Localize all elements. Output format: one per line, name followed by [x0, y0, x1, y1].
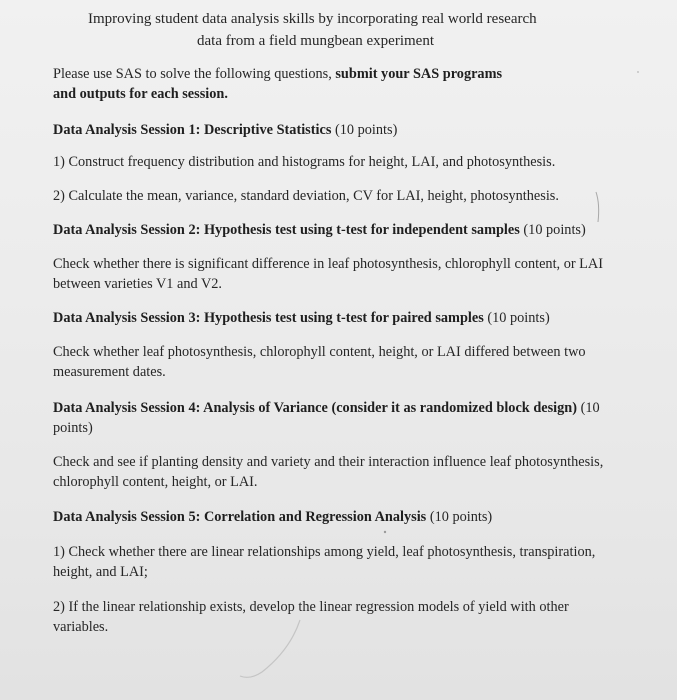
- intro-bold-text-cont: and outputs for each session.: [53, 86, 228, 102]
- session-1-item-2: 2) Calculate the mean, variance, standard deviation, CV for LAI, height, photosynthesis.: [53, 188, 559, 204]
- session-2-text-line-1: Check whether there is significant difference in leaf photosynthesis, chlorophyll content, or LAI: [53, 256, 604, 272]
- session-heading-text: Data Analysis Session 1: Descriptive Statistics: [53, 122, 332, 138]
- session-points: (10: [580, 400, 600, 416]
- intro-bold-text: submit your SAS programs: [335, 66, 503, 82]
- session-5-item-1-line-1: 1) Check whether there are linear relationships among yield, leaf photosynthesis, transpiration,: [53, 544, 596, 560]
- session-heading-text: Data Analysis Session 2: Hypothesis test using t-test for independent samples: [53, 222, 520, 238]
- session-4-text-line-2: chlorophyll content, height, or LAI.: [53, 474, 258, 490]
- session-heading-text: Data Analysis Session 3: Hypothesis test using t-test for paired samples: [53, 310, 484, 326]
- session-heading-text: Data Analysis Session 4: Analysis of Variance (consider it as randomized block design): [53, 400, 578, 416]
- session-4-text-line-1: Check and see if planting density and variety and their interaction influence leaf photosynthesis,: [53, 454, 604, 470]
- session-1-heading: [53, 120, 397, 140]
- session-5-item-2-line-1: 2) If the linear relationship exists, develop the linear regression models of yield with other: [53, 599, 569, 615]
- session-5-item-2-line-2: variables.: [53, 619, 109, 635]
- session-4-heading-line-2: points): [53, 420, 93, 436]
- session-points: (10 points): [523, 222, 586, 238]
- document-title-line-1: Improving student data analysis skills by incorporating real world research: [88, 11, 537, 27]
- session-2-text-line-2: between varieties V1 and V2.: [53, 276, 223, 292]
- session-heading-text: Data Analysis Session 5: Correlation and Regression Analysis: [53, 509, 427, 525]
- intro-plain-text: Please use SAS to solve the following questions,: [53, 66, 336, 82]
- session-points: (10 points): [429, 509, 493, 525]
- session-2-heading: [53, 220, 586, 240]
- session-points: (10 points): [487, 310, 550, 326]
- session-4-heading: [53, 398, 600, 418]
- session-3-text-line-2: measurement dates.: [53, 364, 166, 380]
- session-5-item-1-line-2: height, and LAI;: [53, 564, 148, 580]
- session-points: (10 points): [334, 122, 398, 138]
- session-5-heading: [53, 507, 492, 527]
- session-1-item-1: 1) Construct frequency distribution and histograms for height, LAI, and photosynthesis.: [53, 154, 556, 170]
- session-3-text-line-1: Check whether leaf photosynthesis, chlorophyll content, height, or LAI differed between two: [53, 344, 586, 360]
- intro-line-2: [53, 84, 228, 104]
- intro-line-1: [53, 64, 502, 84]
- session-3-heading: [53, 308, 550, 328]
- document-title-line-2: data from a field mungbean experiment: [197, 33, 434, 49]
